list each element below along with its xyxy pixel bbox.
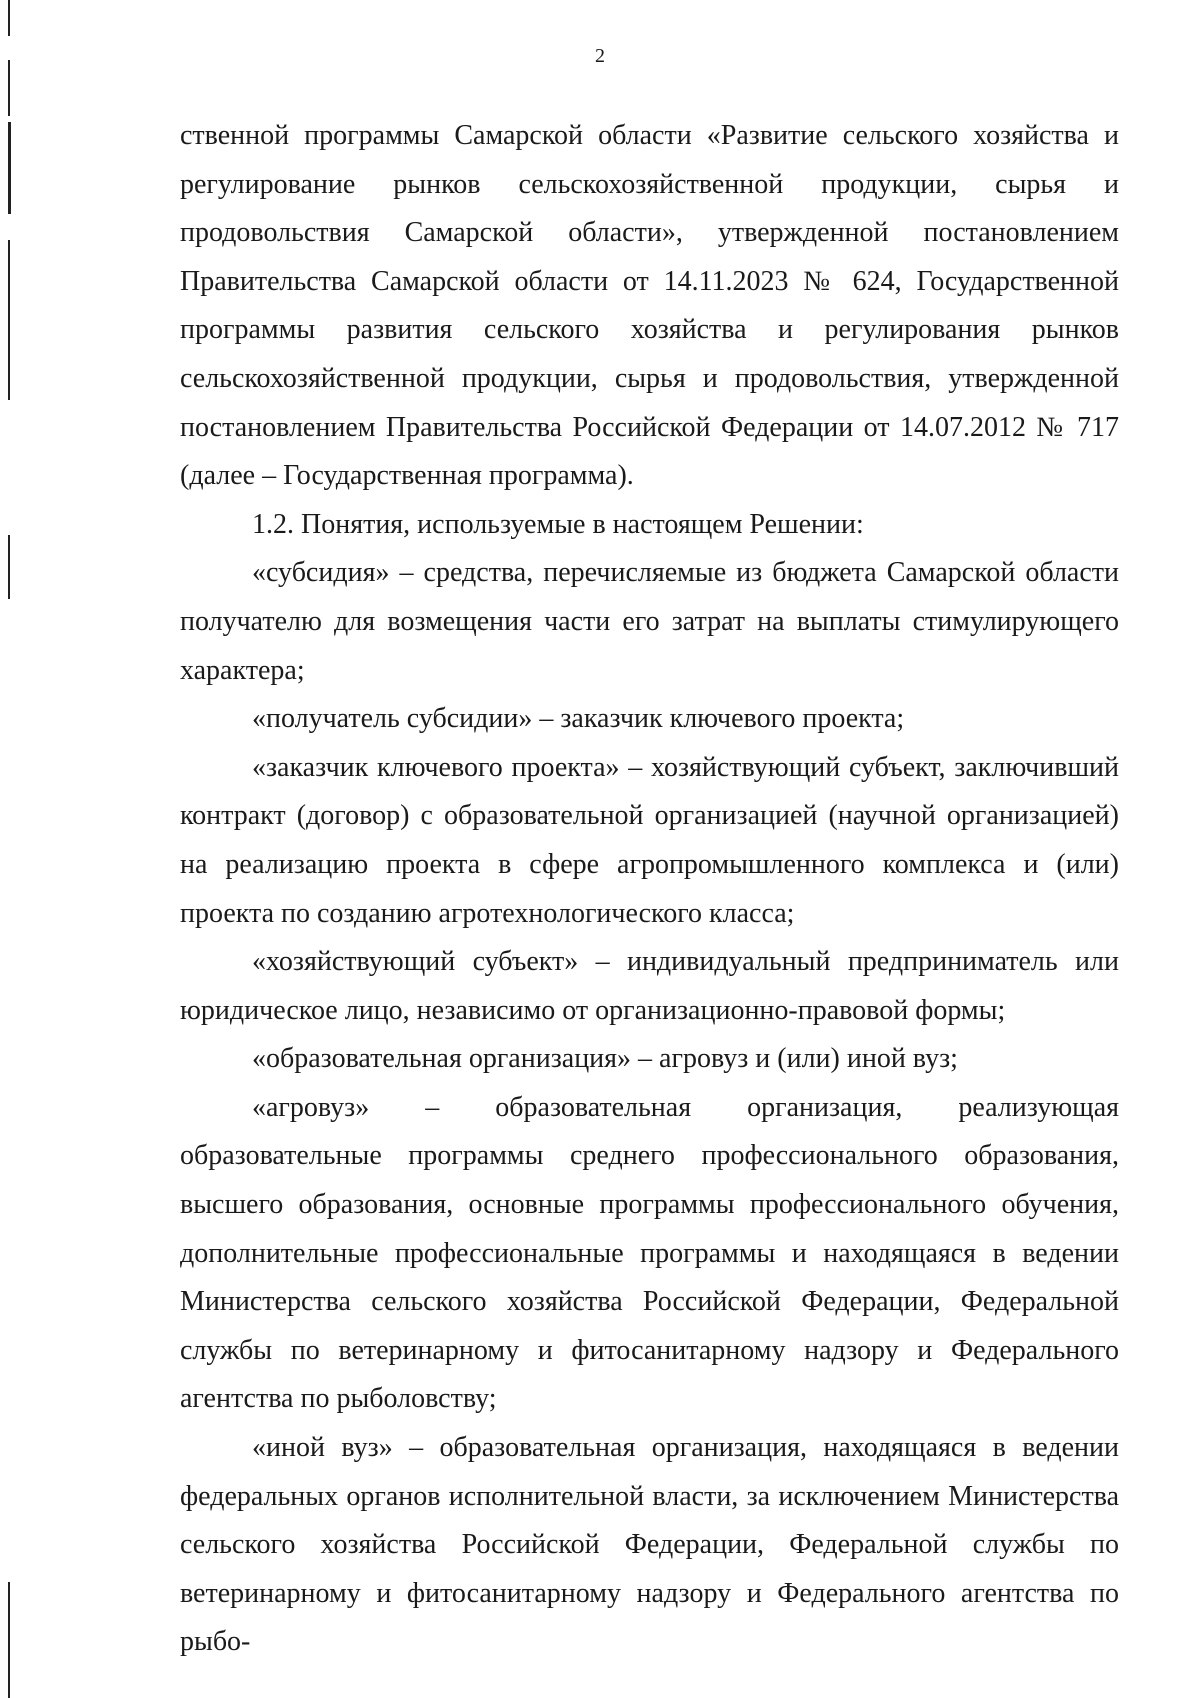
document-body <box>180 112 1119 1667</box>
scan-edge-mark <box>8 0 10 36</box>
paragraph-continuation: ственной программы Самарской области «Развитие сельского хозяйства и регулирование рынков сельскохозяйственной продукции, сырья и продовольствия Самарской области», утвержденной постановлением Правительства Самарской области от 14.11.2023 № 624, Государственной программы развития сельского хозяйства и регулирования рынков сельскохозяйственной продукции, сырья и продовольствия, утвержденной постановлением Правительства Российской Федерации от 14.07.2012 № 717 (далее – Государственная программа). <box>180 120 1119 492</box>
scan-edge-mark <box>8 240 10 400</box>
page-number: 2 <box>595 45 605 67</box>
scan-edge-mark <box>8 60 10 116</box>
paragraph-section-heading: 1.2. Понятия, используемые в настоящем Решении: <box>252 508 864 540</box>
scan-edge-mark <box>8 1582 10 1698</box>
scan-edge-mark <box>8 122 11 214</box>
paragraph-definition-agrovuz: «агровуз» – образовательная организация, реализующая образовательные программы среднего профессионального образования, высшего образования, основные программы профессионального обучения, дополнительные профессиональные программы и находящаяся в ведении Министерства сельского хозяйства Российской Федерации, Федеральной службы по ветеринарному и фитосанитарному надзору и Федерального агентства по рыболовству; <box>180 1091 1119 1415</box>
paragraph-definition-other-vuz: «иной вуз» – образовательная организация, находящаяся в ведении федеральных органов исполнительной власти, за исключением Министерства сельского хозяйства Российской Федерации, Федеральной службы по ветеринарному и фитосанитарному надзору и Федерального агентства по рыбо- <box>180 1432 1119 1658</box>
paragraph-definition-recipient: «получатель субсидии» – заказчик ключевого проекта; <box>252 703 905 735</box>
paragraph-definition-educational-org: «образовательная организация» – агровуз и (или) иной вуз; <box>252 1043 958 1075</box>
paragraph-definition-customer: «заказчик ключевого проекта» – хозяйствующий субъект, заключивший контракт (договор) с образовательной организацией (научной организацией) на реализацию проекта в сфере агропромышленного комплекса и (или) проекта по созданию агротехнологического класса; <box>180 751 1119 929</box>
paragraph-definition-subsidy: «субсидия» – средства, перечисляемые из бюджета Самарской области получателю для возмещения части его затрат на выплаты стимулирующего характера; <box>180 557 1119 686</box>
paragraph-definition-entity: «хозяйствующий субъект» – индивидуальный предприниматель или юридическое лицо, независимо от организационно-правовой формы; <box>180 946 1119 1026</box>
scan-edge-mark <box>8 535 10 599</box>
